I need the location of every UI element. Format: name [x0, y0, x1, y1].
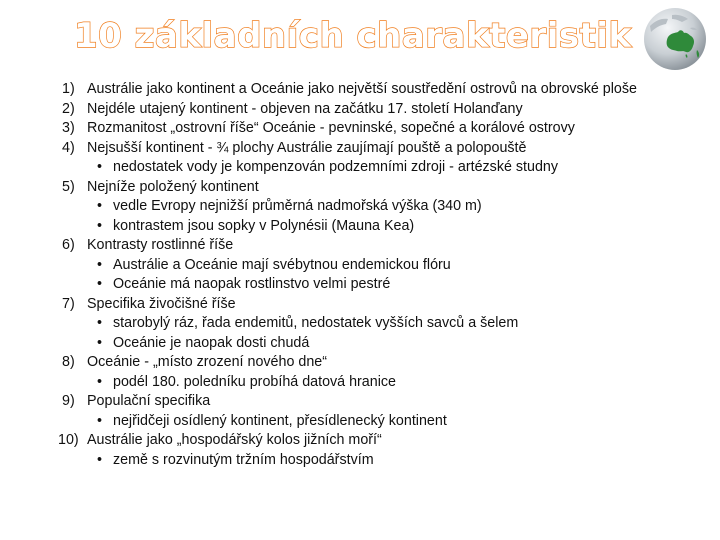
sub-item: • podél 180. poledníku probíhá datová hranice: [97, 373, 702, 393]
sub-list: [87, 314, 702, 353]
list-item: [62, 139, 702, 178]
item-text: Oceánie - „místo zrození nového dne“: [87, 354, 327, 370]
item-number: 3): [62, 120, 75, 136]
item-number: 5): [62, 178, 75, 195]
list-item: [62, 392, 702, 431]
sub-item: • Oceánie je naopak dosti chudá: [97, 334, 702, 354]
sub-item: • nejřidčeji osídlený kontinent, přesídlenecký kontinent: [97, 412, 702, 432]
sub-list: [87, 158, 702, 178]
item-text: Populační specifika: [87, 393, 211, 409]
item-number: 6): [62, 237, 75, 253]
list-item: [62, 295, 702, 354]
sub-list: [87, 412, 702, 432]
item-number: 8): [62, 354, 75, 370]
list-item: [62, 178, 702, 237]
item-number: 7): [62, 295, 75, 312]
list-item: [62, 119, 702, 139]
item-text: Nejdéle utajený kontinent - objeven na začátku 17. století Holanďany: [87, 100, 523, 117]
item-number: 10): [58, 432, 79, 448]
page-title: 10 základních charakteristik: [74, 16, 632, 56]
sub-list: [87, 197, 702, 236]
sub-list: [87, 256, 702, 295]
sub-list: [87, 451, 702, 471]
list-item: [62, 80, 702, 100]
item-number: 9): [62, 393, 75, 409]
sub-item: • země s rozvinutým tržním hospodářstvím: [97, 451, 702, 471]
item-number: 2): [62, 100, 75, 117]
sub-item: • Oceánie má naopak rostlinstvo velmi pestré: [97, 275, 702, 295]
item-text: Austrálie jako kontinent a Oceánie jako největší soustředění ostrovů na obrovské ploše: [87, 81, 637, 97]
list-item: [62, 100, 702, 120]
item-text: Nejníže položený kontinent: [87, 178, 259, 195]
item-text: Nejsušší kontinent - ¾ plochy Austrálie zaujímají pouště a polopouště: [87, 139, 527, 156]
sub-item: • nedostatek vody je kompenzován podzemními zdroji - artézské studny: [97, 158, 702, 178]
characteristics-list: [58, 80, 702, 470]
item-text: Rozmanitost „ostrovní říše“ Oceánie - pevninské, sopečné a korálové ostrovy: [87, 120, 575, 136]
list-item: [58, 431, 702, 470]
list-item: [62, 236, 702, 295]
sub-item: • vedle Evropy nejnižší průměrná nadmořská výška (340 m): [97, 197, 702, 217]
item-text: Kontrasty rostlinné říše: [87, 237, 234, 253]
sub-item: • Austrálie a Oceánie mají svébytnou endemickou flóru: [97, 256, 702, 276]
item-number: 4): [62, 139, 75, 156]
item-number: 1): [62, 81, 75, 97]
list-item: [62, 353, 702, 392]
sub-list: [87, 373, 702, 393]
sub-item: • starobylý ráz, řada endemitů, nedostatek vyšších savců a šelem: [97, 314, 702, 334]
globe-australia-icon: [642, 6, 708, 72]
item-text: Specifika živočišné říše: [87, 295, 236, 312]
item-text: Austrálie jako „hospodářský kolos jižních moří“: [87, 432, 382, 448]
sub-item: • kontrastem jsou sopky v Polynésii (Mauna Kea): [97, 217, 702, 237]
